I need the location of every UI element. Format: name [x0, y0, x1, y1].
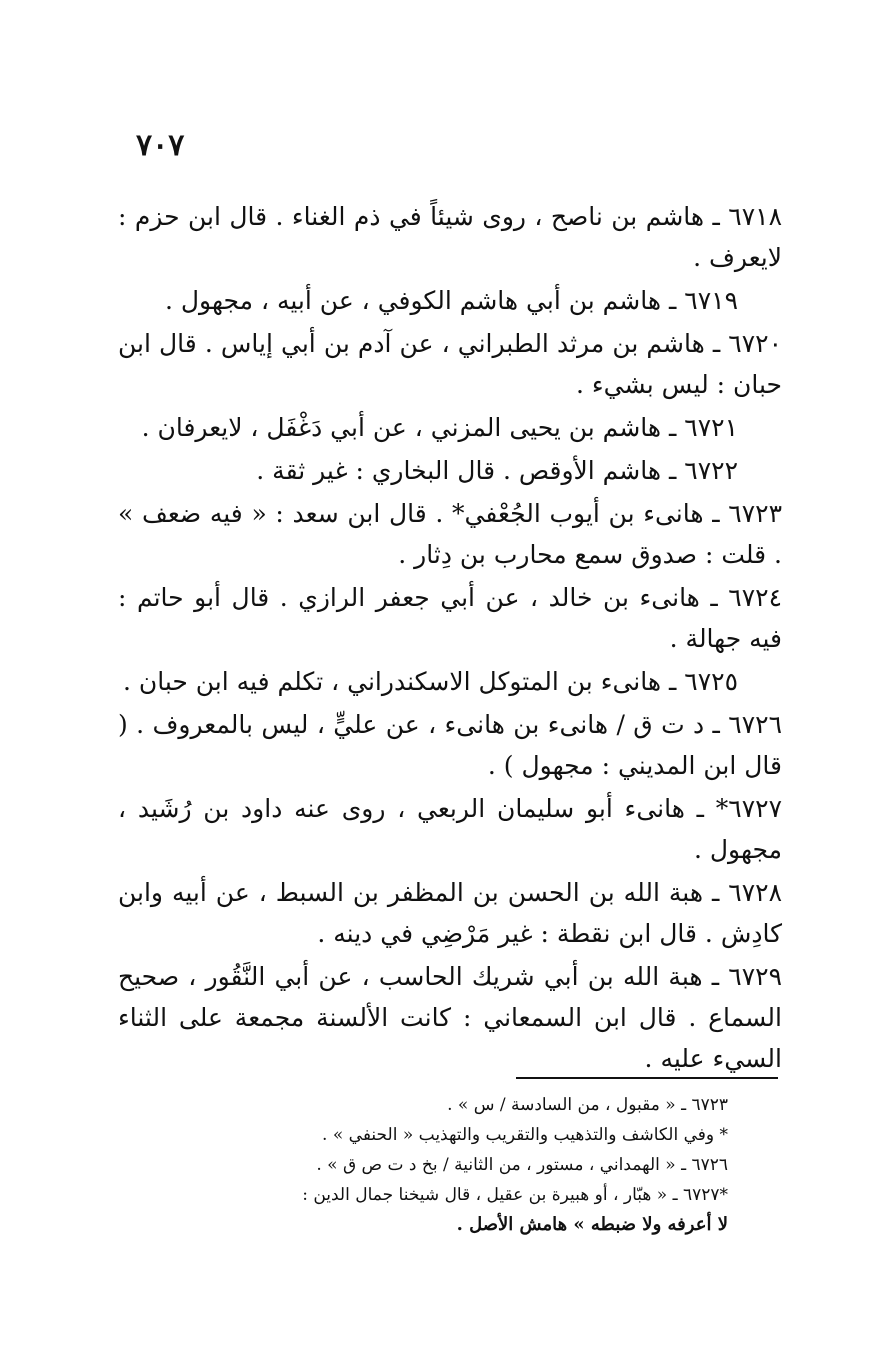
- entry-6721: ٦٧٢١ ـ هاشم بن يحيى المزني ، عن أبي دَغْفَل ، لايعرفان .: [141, 413, 738, 442]
- footnote-variant: * وفي الكاشف والتذهيب والتقريب والتهذيب « الحنفي » .: [322, 1125, 728, 1145]
- footnote-6723: ٦٧٢٣ ـ « مقبول ، من السادسة / س » .: [447, 1095, 728, 1115]
- entry-6727: ٦٧٢٧* ـ هانىء أبو سليمان الربعي ، روى عنه داود بن رُشَيد ، مجهول .: [118, 794, 782, 864]
- entry-6726: ٦٧٢٦ ـ د ت ق / هانىء بن هانىء ، عن عليٍّ ، ليس بالمعروف . ( قال ابن المديني : مجهول ) .: [118, 710, 782, 780]
- entry-6725: ٦٧٢٥ ـ هانىء بن المتوكل الاسكندراني ، تكلم فيه ابن حبان .: [122, 667, 738, 696]
- entries-list: [118, 196, 782, 1081]
- page-number: ٧٠٧: [136, 128, 185, 163]
- entry-6724: ٦٧٢٤ ـ هانىء بن خالد ، عن أبي جعفر الرازي . قال أبو حاتم : فيه جهالة .: [118, 583, 782, 653]
- entry-6722: ٦٧٢٢ ـ هاشم الأوقص . قال البخاري : غير ثقة .: [256, 456, 738, 485]
- entry-6718: ٦٧١٨ ـ هاشم بن ناصح ، روى شيئاً في ذم الغناء . قال ابن حزم : لايعرف .: [118, 202, 782, 272]
- footnote-6727-continued: لا أعرفه ولا ضبطه » هامش الأصل .: [456, 1214, 728, 1235]
- entry-6723: ٦٧٢٣ ـ هانىء بن أيوب الجُعْفي* . قال ابن سعد : « فيه ضعف » . قلت : صدوق سمع محارب بن دِثار .: [118, 499, 782, 569]
- footnote-6727: *٦٧٢٧ ـ « هبّار ، أو هبيرة بن عقيل ، قال شيخنا جمال الدين :: [302, 1185, 728, 1205]
- footnote-divider: [516, 1077, 778, 1079]
- footnotes: [118, 1090, 728, 1240]
- entry-6720: ٦٧٢٠ ـ هاشم بن مرثد الطبراني ، عن آدم بن أبي إياس . قال ابن حبان : ليس بشيء .: [118, 329, 782, 399]
- footnote-6726: ٦٧٢٦ ـ « الهمداني ، مستور ، من الثانية / بخ د ت ص ق » .: [316, 1155, 728, 1175]
- entry-6729: ٦٧٢٩ ـ هبة الله بن أبي شريك الحاسب ، عن أبي النَّقُور ، صحيح السماع . قال ابن السمعاني : كانت الألسنة مجمعة على الثناء السيء عليه .: [118, 962, 782, 1073]
- entry-6719: ٦٧١٩ ـ هاشم بن أبي هاشم الكوفي ، عن أبيه ، مجهول .: [165, 286, 738, 315]
- entry-6728: ٦٧٢٨ ـ هبة الله بن الحسن بن المظفر بن السبط ، عن أبيه وابن كادِش . قال ابن نقطة : غير مَرْضِي في دينه .: [118, 878, 782, 948]
